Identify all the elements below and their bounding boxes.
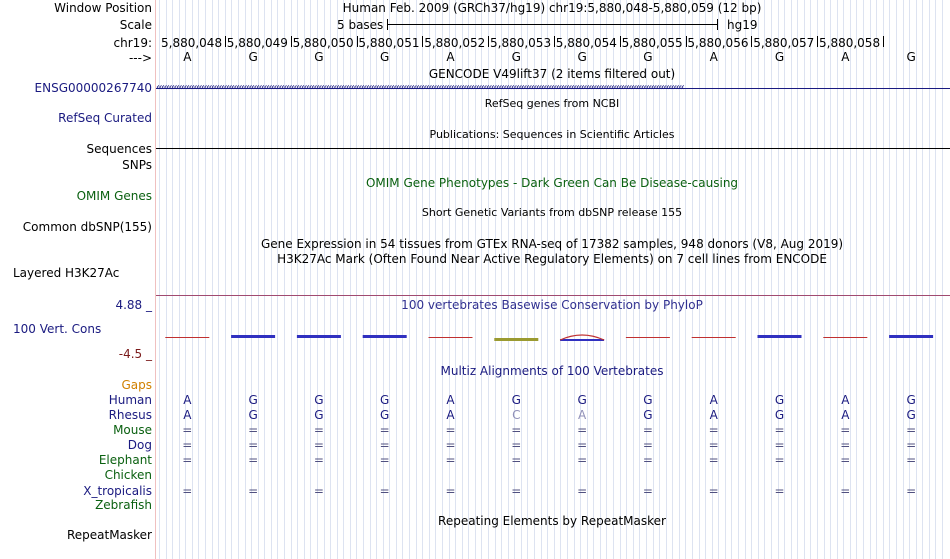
alignment-base-elephant: = — [708, 453, 719, 467]
alignment-base-elephant: = — [906, 453, 917, 467]
alignment-base-mouse: = — [313, 423, 324, 437]
alignment-base-human: G — [248, 393, 258, 407]
alignment-base-elephant: = — [248, 453, 259, 467]
reference-base: A — [446, 50, 455, 64]
alignment-base-human: G — [511, 393, 521, 407]
species-label-human[interactable]: Human — [108, 393, 152, 407]
track-label-gaps[interactable]: Gaps — [121, 378, 152, 392]
reference-base: G — [314, 50, 324, 64]
alignment-base-x-tropicalis: = — [774, 484, 785, 498]
conservation-bar — [494, 338, 538, 341]
conservation-bar — [889, 335, 933, 338]
alignment-base-dog: = — [511, 438, 522, 452]
alignment-base-mouse: = — [577, 423, 588, 437]
species-label-dog[interactable]: Dog — [127, 438, 152, 452]
alignment-base-x-tropicalis: = — [642, 484, 653, 498]
alignment-base-elephant: = — [313, 453, 324, 467]
alignment-base-dog: = — [248, 438, 259, 452]
assembly-label: hg19 — [727, 18, 758, 32]
alignment-base-elephant: = — [182, 453, 193, 467]
scale-bar-label: 5 bases — [337, 18, 384, 32]
alignment-base-dog: = — [708, 438, 719, 452]
repeatmasker-track-title: Repeating Elements by RepeatMasker — [438, 514, 666, 528]
scale-label: Scale — [119, 18, 152, 32]
conservation-bar — [165, 337, 209, 338]
reference-base: A — [183, 50, 192, 64]
window-position-title: Human Feb. 2009 (GRCh37/hg19) chr19:5,880,048-5,880,059 (12 bp) — [342, 1, 762, 15]
alignment-base-elephant: = — [445, 453, 456, 467]
species-label-elephant[interactable]: Elephant — [98, 453, 152, 467]
conservation-bar — [823, 337, 867, 338]
coordinate-label: 5,880,050 — [292, 36, 354, 50]
track-label-layered-h3k27ac[interactable]: Layered H3K27Ac — [13, 266, 120, 280]
alignment-base-human: G — [906, 393, 916, 407]
alignment-base-rhesus: A — [841, 408, 850, 422]
conservation-bar — [758, 335, 802, 338]
reference-base: G — [643, 50, 653, 64]
species-label-zebrafish[interactable]: Zebrafish — [95, 498, 152, 512]
coordinate-tick — [883, 36, 884, 47]
track-label-refseq-curated[interactable]: RefSeq Curated — [58, 111, 152, 125]
alignment-base-rhesus: G — [774, 408, 785, 422]
coordinate-label: 5,880,056 — [687, 36, 749, 50]
alignment-base-dog: = — [182, 438, 193, 452]
chromosome-label: chr19: — [113, 36, 152, 50]
species-label-x-tropicalis[interactable]: X_tropicalis — [83, 484, 152, 498]
track-label-sequences[interactable]: Sequences — [86, 142, 152, 156]
alignment-base-dog: = — [906, 438, 917, 452]
conservation-bar — [429, 337, 473, 338]
omim-track-title: OMIM Gene Phenotypes - Dark Green Can Be Disease-causing — [365, 176, 739, 190]
conservation-bar — [626, 337, 670, 338]
alignment-base-dog: = — [774, 438, 785, 452]
sequences-track-line — [156, 148, 950, 149]
conservation-bar — [297, 335, 341, 338]
window-position-label: Window Position — [54, 1, 152, 15]
gencode-track-title: GENCODE V49lift37 (2 items filtered out) — [428, 67, 676, 81]
alignment-base-mouse: = — [248, 423, 259, 437]
alignment-base-x-tropicalis: = — [313, 484, 324, 498]
coordinate-label: 5,880,058 — [819, 36, 881, 50]
alignment-base-human: A — [841, 393, 850, 407]
species-label-rhesus[interactable]: Rhesus — [108, 408, 152, 422]
conservation-bar — [363, 335, 407, 338]
coordinate-label: 5,880,055 — [621, 36, 683, 50]
alignment-base-mouse: = — [182, 423, 193, 437]
alignment-base-human: G — [774, 393, 785, 407]
track-label-snps[interactable]: SNPs — [122, 158, 152, 172]
alignment-base-rhesus: G — [380, 408, 390, 422]
alignment-base-x-tropicalis: = — [182, 484, 193, 498]
reference-base: G — [906, 50, 916, 64]
coordinate-label: 5,880,052 — [424, 36, 486, 50]
alignment-base-elephant: = — [511, 453, 522, 467]
track-label-vert-cons[interactable]: 100 Vert. Cons — [13, 322, 102, 336]
alignment-base-mouse: = — [708, 423, 719, 437]
reference-base: G — [248, 50, 258, 64]
alignment-base-x-tropicalis: = — [906, 484, 917, 498]
alignment-base-rhesus: A — [577, 408, 587, 422]
alignment-base-human: A — [446, 393, 455, 407]
alignment-base-elephant: = — [840, 453, 851, 467]
refseq-track-title: RefSeq genes from NCBI — [484, 97, 620, 110]
reference-base: G — [511, 50, 521, 64]
conservation-bar — [692, 337, 736, 338]
alignment-base-dog: = — [840, 438, 851, 452]
dbsnp-track-title: Short Genetic Variants from dbSNP release 155 — [421, 206, 683, 219]
alignment-base-x-tropicalis: = — [577, 484, 588, 498]
alignment-base-human: A — [709, 393, 718, 407]
publications-track-title: Publications: Sequences in Scientific Articles — [429, 128, 675, 141]
reference-base: G — [380, 50, 390, 64]
reference-base: A — [709, 50, 718, 64]
alignment-base-human: G — [643, 393, 653, 407]
alignment-base-elephant: = — [577, 453, 588, 467]
coordinate-label: 5,880,057 — [753, 36, 815, 50]
coordinate-label: 5,880,051 — [358, 36, 420, 50]
alignment-base-human: G — [577, 393, 587, 407]
alignment-base-rhesus: A — [446, 408, 455, 422]
alignment-base-x-tropicalis: = — [248, 484, 259, 498]
coordinate-label: 5,880,049 — [226, 36, 288, 50]
alignment-base-rhesus: G — [314, 408, 324, 422]
species-label-mouse[interactable]: Mouse — [113, 423, 152, 437]
alignment-base-mouse: = — [774, 423, 785, 437]
cons-axis-max: 4.88 _ — [115, 298, 152, 312]
alignment-base-dog: = — [313, 438, 324, 452]
phylop-track-title: 100 vertebrates Basewise Conservation by PhyloP — [401, 298, 703, 312]
track-label-common-dbsnp[interactable]: Common dbSNP(155) — [22, 220, 152, 234]
alignment-base-elephant: = — [379, 453, 390, 467]
alignment-base-mouse: = — [511, 423, 522, 437]
strand-arrow-label: ---> — [128, 51, 152, 65]
track-label-repeatmasker[interactable]: RepeatMasker — [66, 528, 152, 542]
alignment-base-human: G — [314, 393, 324, 407]
track-label-column — [0, 0, 155, 559]
scale-bar-right-tick — [717, 19, 718, 30]
alignment-base-dog: = — [379, 438, 390, 452]
alignment-base-mouse: = — [379, 423, 390, 437]
alignment-base-rhesus: C — [512, 408, 521, 422]
alignment-base-rhesus: A — [709, 408, 718, 422]
alignment-base-x-tropicalis: = — [708, 484, 719, 498]
alignment-base-x-tropicalis: = — [379, 484, 390, 498]
scale-bar — [387, 24, 718, 25]
alignment-base-rhesus: G — [643, 408, 653, 422]
alignment-base-mouse: = — [906, 423, 917, 437]
cons-axis-min: -4.5 _ — [118, 347, 152, 361]
multiz-track-title: Multiz Alignments of 100 Vertebrates — [440, 364, 664, 378]
alignment-base-dog: = — [577, 438, 588, 452]
conservation-plot[interactable] — [156, 325, 950, 349]
reference-base: G — [774, 50, 785, 64]
alignment-base-dog: = — [445, 438, 456, 452]
reference-base: G — [577, 50, 587, 64]
scale-bar-left-tick — [387, 19, 388, 30]
coordinate-label: 5,880,053 — [490, 36, 552, 50]
alignment-base-human: G — [380, 393, 390, 407]
alignment-base-mouse: = — [445, 423, 456, 437]
h3k27ac-track-title: H3K27Ac Mark (Often Found Near Active Regulatory Elements) on 7 cell lines from ENCODE — [277, 252, 827, 266]
track-panel[interactable] — [156, 0, 950, 559]
conservation-bar — [560, 339, 604, 341]
alignment-base-elephant: = — [774, 453, 785, 467]
alignment-base-rhesus: G — [906, 408, 916, 422]
alignment-base-rhesus: A — [183, 408, 192, 422]
conservation-top-divider — [156, 295, 950, 296]
reference-base: A — [841, 50, 850, 64]
gtex-track-title: Gene Expression in 54 tissues from GTEx RNA-seq of 17382 samples, 948 donors (V8, Aug 2019) — [260, 237, 844, 251]
coordinate-label: 5,880,054 — [555, 36, 617, 50]
alignment-base-x-tropicalis: = — [445, 484, 456, 498]
alignment-base-mouse: = — [840, 423, 851, 437]
alignment-base-mouse: = — [642, 423, 653, 437]
gene-strand-arrows: ‹‹‹‹‹‹‹‹‹‹‹‹‹‹‹‹‹‹‹‹‹‹‹‹‹‹‹‹‹‹‹‹‹‹‹‹‹‹‹‹‹‹‹‹‹‹‹‹‹‹‹‹‹‹‹‹‹‹‹‹‹‹‹‹‹‹‹‹‹‹‹‹‹‹‹‹‹‹‹‹‹‹‹‹‹‹‹‹‹‹‹‹‹‹‹‹‹‹‹‹‹‹‹‹‹‹‹‹‹‹‹‹‹‹‹‹‹‹‹‹‹‹‹‹‹‹‹‹‹‹‹‹‹‹‹‹‹‹‹‹‹‹‹‹‹‹‹‹‹‹‹‹‹‹‹‹‹‹‹‹‹‹‹‹‹‹‹‹‹‹‹‹‹‹‹‹‹‹‹‹‹‹‹‹‹‹‹‹‹‹‹‹‹‹‹‹‹‹‹‹‹‹‹‹‹‹‹‹‹‹‹ — [156, 82, 684, 93]
alignment-base-dog: = — [642, 438, 653, 452]
conservation-bar — [231, 335, 275, 338]
coordinate-label: 5,880,048 — [161, 36, 223, 50]
track-label-omim-genes[interactable]: OMIM Genes — [76, 189, 152, 203]
alignment-base-x-tropicalis: = — [840, 484, 851, 498]
track-label-ensg[interactable]: ENSG00000267740 — [34, 81, 152, 95]
alignment-base-human: A — [183, 393, 192, 407]
alignment-base-rhesus: G — [248, 408, 258, 422]
alignment-base-x-tropicalis: = — [511, 484, 522, 498]
species-label-chicken[interactable]: Chicken — [104, 468, 152, 482]
alignment-base-elephant: = — [642, 453, 653, 467]
